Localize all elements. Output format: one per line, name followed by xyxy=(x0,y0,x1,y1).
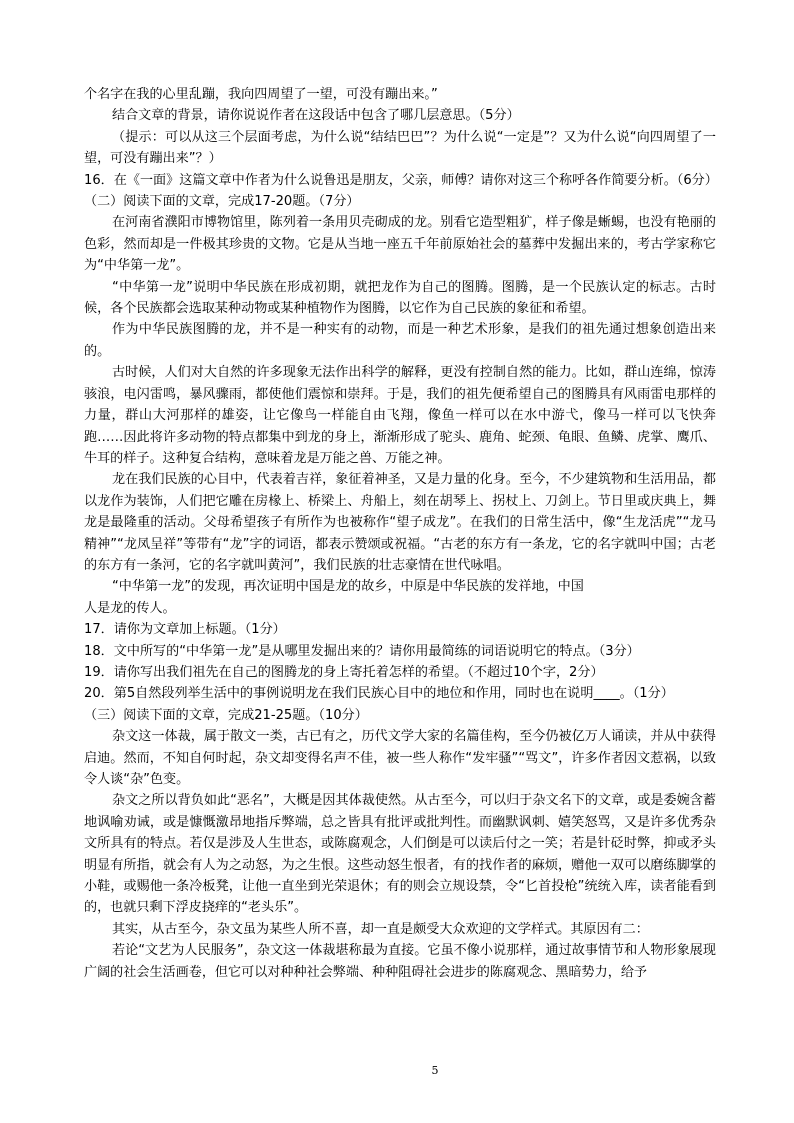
page-body xyxy=(84,84,716,983)
paragraph: 杂文这一体裁，属于散文一类，古已有之，历代文学大家的名篇佳构，至今仍被亿万人诵读，并从中获得启迪。然而，不知自何时起，杂文却变得名声不佳，被一些人称作“发牢骚”“骂文”，许多作者因文惹祸，以致令人谈“杂”色变。 xyxy=(84,729,716,787)
paragraph: 其实，从古至今，杂文虽为某些人所不喜，却一直是颇受大众欢迎的文学样式。其原因有二： xyxy=(112,921,649,937)
paragraph: 人是龙的传人。 xyxy=(84,600,176,616)
question-17: 17．请你为文章加上标题。（1分） xyxy=(84,622,286,638)
section-three-heading: （三）阅读下面的文章，完成21-25题。（10分） xyxy=(84,707,368,723)
question-20: 20．第5自然段列举生活中的事例说明龙在我们民族心目中的地位和作用，同时也在说明____。（1分） xyxy=(84,686,674,702)
paragraph: 在河南省濮阳市博物馆里，陈列着一条用贝壳砌成的龙。别看它造型粗犷，样子像是蜥蜴，也没有艳丽的色彩，然而却是一件极其珍贵的文物。它是从当地一座五千年前原始社会的墓葬中发掘出来的，考古学家称它为“中华第一龙”。 xyxy=(84,215,716,274)
paragraph: （提示：可以从这三个层面考虑，为什么说“结结巴巴”？为什么说“一定是”？又为什么说“向四周望了一望，可没有蹦出来”？） xyxy=(84,129,716,167)
question-18: 18．文中所写的“中华第一龙”是从哪里发掘出来的？请你用最简练的词语说明它的特点。（3分） xyxy=(84,643,640,659)
paragraph: 作为中华民族图腾的龙，并不是一种实有的动物，而是一种艺术形象，是我们的祖先通过想象创造出来的。 xyxy=(84,322,716,359)
paragraph: “中华第一龙”的发现，再次证明中国是龙的故乡，中原是中华民族的发祥地，中国 xyxy=(112,579,584,595)
question-19: 19．请你写出我们祖先在自己的图腾龙的身上寄托着怎样的希望。（不超过10个字，2分） xyxy=(84,664,604,680)
paragraph: 结合文章的背景，请你说说作者在这段话中包含了哪几层意思。（5分） xyxy=(112,108,520,124)
question-16: 16．在《一面》这篇文章中作者为什么说鲁迅是朋友，父亲，师傅？请你对这三个称呼各作简要分析。（6分） xyxy=(84,172,718,188)
paragraph: 若论“文艺为人民服务”，杂文这一体裁堪称最为直接。它虽不像小说那样，通过故事情节和人物形象展现广阔的社会生活画卷，但它可以对种种社会弊端、种种阻碍社会进步的陈腐观念、黑暗势力，给予 xyxy=(84,943,716,980)
page-number: 5 xyxy=(431,1064,439,1077)
paragraph: 杂文之所以背负如此“恶名”，大概是因其体裁使然。从古至今，可以归于杂文名下的文章，或是委婉含蓄地讽喻劝诫，或是慷慨激昂地指斥弊端，总之皆具有批评或批判性。而幽默讽刺、嬉笑怒骂，又是许多优秀杂文所具有的特点。若仅是涉及人生世态，或陈腐观念，人们倒是可以读后付之一笑；若是针砭时弊，抑或矛头明显有所指，就会有人为之动怒，为之生恨。这些动怒生恨者，有的找作者的麻烦，赠他一双可以磨练脚掌的小鞋，或赐他一条冷板凳，让他一直坐到光荣退休；有的则会立规设禁，令“匕首投枪”统统入库，读者能看到的，也就只剩下浮皮挠痒的“老头乐”。 xyxy=(84,793,716,916)
paragraph: 个名字在我的心里乱蹦，我向四周望了一望，可没有蹦出来。” xyxy=(84,87,438,102)
paragraph: “中华第一龙”说明中华民族在形成初期，就把龙作为自己的图腾。图腾，是一个民族认定的标志。古时候，各个民族都会选取某种动物或某种植物作为图腾，以它作为自己民族的象征和希望。 xyxy=(84,279,716,317)
section-two-heading: （二）阅读下面的文章，完成17-20题。（7分） xyxy=(84,194,360,210)
paragraph: 龙在我们民族的心目中，代表着吉祥，象征着神圣，又是力量的化身。至今，不少建筑物和生活用品，都以龙作为装饰，人们把它雕在房椽上、桥梁上、舟船上，刻在胡琴上、拐杖上、刀剑上。节日里或庆典上，舞龙是最隆重的活动。父母希望孩子有所作为也被称作“望子成龙”。在我们的日常生活中，像“生龙活虎”“龙马精神”“龙凤呈祥”等带有“龙”字的词语，都表示赞颂或祝福。“古老的东方有一条龙，它的名字就叫中国；古老的东方有一条河，它的名字就叫黄河”，我们民族的壮志豪情在世代咏唱。 xyxy=(84,472,716,573)
paragraph: 古时候，人们对大自然的许多现象无法作出科学的解释，更没有控制自然的能力。比如，群山连绵，惊涛骇浪，电闪雷鸣，暴风骤雨，都使他们震惊和崇拜。于是，我们的祖先便希望自己的图腾具有风雨雷电那样的力量，群山大河那样的雄姿，让它像鸟一样能自由飞翔，像鱼一样可以在水中游弋，像马一样可以飞快奔跑……因此将许多动物的特点都集中到龙的身上，渐渐形成了驼头、鹿角、蛇颈、龟眼、鱼鳞、虎掌、鹰爪、牛耳的样子。这种复合结构，意味着龙是万能之兽、万能之神。 xyxy=(84,365,716,466)
